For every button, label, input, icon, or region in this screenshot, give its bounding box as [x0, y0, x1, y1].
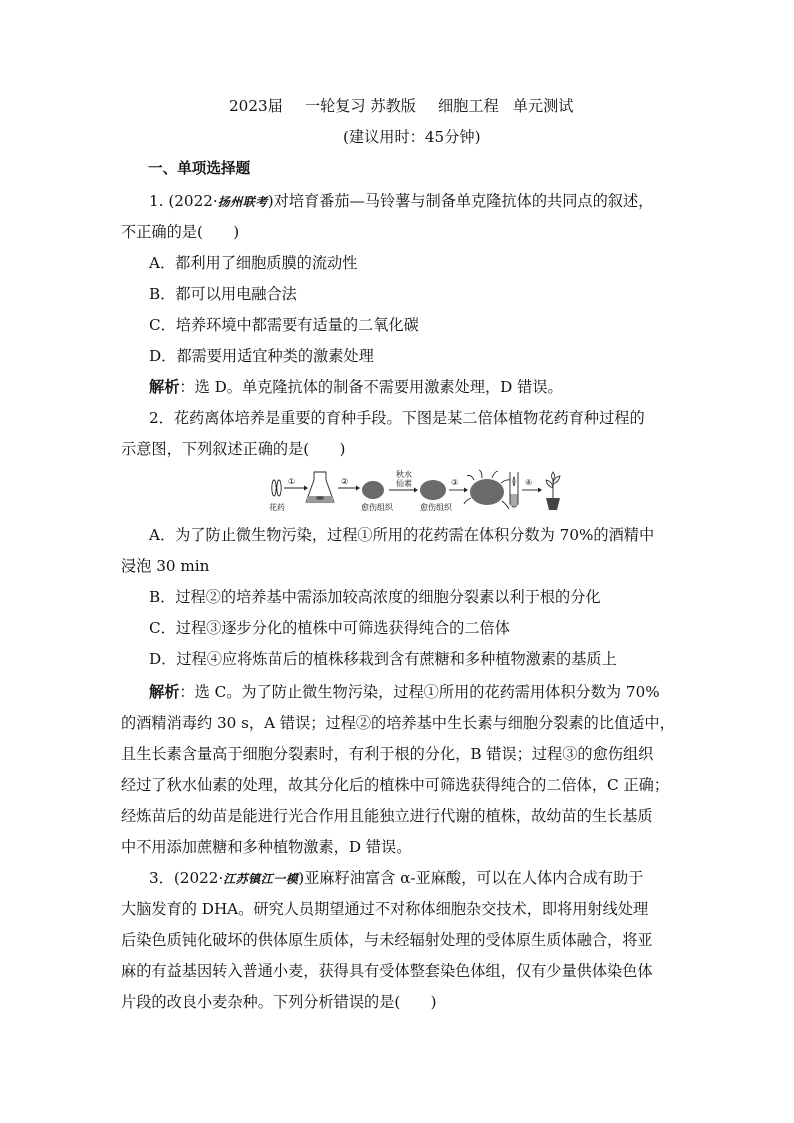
- q2-option-b: B．过程②的培养基中需添加较高浓度的细胞分裂素以利于根的分化: [149, 588, 601, 606]
- q1-option-a: A．都利用了细胞质膜的流动性: [149, 254, 358, 272]
- q2-analysis-label: 解析: [149, 683, 180, 701]
- potted-plant-icon: [546, 472, 560, 510]
- label-colchicine-1: 秋水: [396, 470, 412, 479]
- q1-option-c: C．培养环境中都需要有适量的二氧化碳: [149, 316, 419, 334]
- q2-option-a-cont: 浸泡 30 min: [121, 557, 210, 575]
- test-tube-icon: [510, 472, 518, 507]
- label-colchicine-2: 仙素: [396, 479, 412, 488]
- title-topic: 细胞工程: [437, 97, 499, 115]
- q1-option-b: B．都可以用电融合法: [149, 285, 297, 303]
- label-callus-2: 愈伤组织: [420, 503, 452, 512]
- title-type: 单元测试: [512, 97, 574, 115]
- q2-line-2: 示意图，下列叙述正确的是( ): [121, 440, 346, 458]
- q1-line-2: 不正确的是( ): [121, 223, 240, 241]
- q3-line-4: 麻的有益基因转入普通小麦，获得具有受体整套染色体组，仅有少量供体染色体: [121, 962, 653, 980]
- flask-icon: [306, 472, 334, 502]
- step-4-label: ④: [525, 478, 533, 487]
- anther-culture-diagram: [268, 468, 564, 514]
- q1-option-d: D．都需要用适宜种类的激素处理: [149, 347, 374, 365]
- callus-icon: [362, 481, 384, 499]
- q3-line-1: [149, 868, 643, 889]
- q2-analysis-line-5: 经炼苗后的幼苗是能进行光合作用且能独立进行代谢的植株，故幼苗的生长基质: [121, 807, 653, 825]
- q2-option-d: D．过程④应将炼苗后的植株移栽到含有蔗糖和多种植物激素的基质上: [149, 650, 617, 668]
- q3-line-5: 片段的改良小麦杂种。下列分析错误的是( ): [121, 993, 437, 1011]
- q1-analysis: [149, 377, 563, 397]
- q2-option-a: A．为了防止微生物污染，过程①所用的花药需在体积分数为 70%的酒精中: [149, 526, 655, 544]
- q1-stem: )对培育番茄—马铃薯与制备单克隆抗体的共同点的叙述，: [267, 192, 654, 210]
- q3-prefix: 3．(2022·: [149, 869, 224, 887]
- page-title: [229, 96, 573, 116]
- step-1-label: ①: [288, 477, 296, 486]
- step-2-label: ②: [341, 477, 349, 486]
- q3-line-3: 后染色质钝化破坏的供体原生质体，与未经辐射处理的受体原生质体融合，将亚: [121, 931, 653, 949]
- q2-analysis-line-1: [149, 682, 660, 702]
- title-year: 2023届: [229, 97, 283, 115]
- q1-analysis-text: ：选 D。单克隆抗体的制备不需要用激素处理，D 错误。: [179, 378, 563, 396]
- q2-line-1: 2．花药离体培养是重要的育种手段。下图是某二倍体植物花药育种过程的: [149, 409, 645, 427]
- q1-source: 扬州联考: [217, 195, 268, 209]
- callus-shoots-icon: [464, 470, 510, 509]
- q2-analysis-line-6: 中不用添加蔗糖和多种植物激素，D 错误。: [121, 838, 412, 856]
- q2-analysis-line-3: 且生长素含量高于细胞分裂素时，有利于根的分化，B 错误；过程③的愈伤组织: [121, 745, 654, 763]
- q3-stem: )亚麻籽油富含 α-亚麻酸，可以在人体内合成有助于: [298, 869, 644, 887]
- title-course: 一轮复习 苏教版: [304, 97, 416, 115]
- q1-analysis-label: 解析: [149, 378, 180, 396]
- label-callus-1: 愈伤组织: [361, 503, 393, 512]
- anther-icon: [272, 480, 281, 496]
- label-anther: 花药: [269, 503, 285, 512]
- callus-icon: [420, 480, 446, 500]
- q1-prefix: 1. (2022·: [149, 192, 218, 210]
- q3-line-2: 大脑发育的 DHA。研究人员期望通过不对称体细胞杂交技术，即将用射线处理: [121, 900, 649, 918]
- q2-option-c: C．过程③逐步分化的植株中可筛选获得纯合的二倍体: [149, 619, 510, 637]
- q1-line-1: [149, 191, 653, 212]
- q2-analysis-line-2: 的酒精消毒约 30 s，A 错误；过程②的培养基中生长素与细胞分裂素的比值适中，: [121, 714, 675, 732]
- q2-analysis-text: ：选 C。为了防止微生物污染，过程①所用的花药需用体积分数为 70%: [179, 683, 660, 701]
- section-heading: 一、单项选择题: [148, 160, 251, 177]
- q3-source: 江苏镇江一模: [223, 872, 299, 886]
- step-3-label: ③: [451, 478, 459, 487]
- q2-analysis-line-4: 经过了秋水仙素的处理，故其分化后的植株中可筛选获得纯合的二倍体，C 正确；: [121, 776, 670, 794]
- page-subtitle: (建议用时：45分钟): [343, 128, 481, 146]
